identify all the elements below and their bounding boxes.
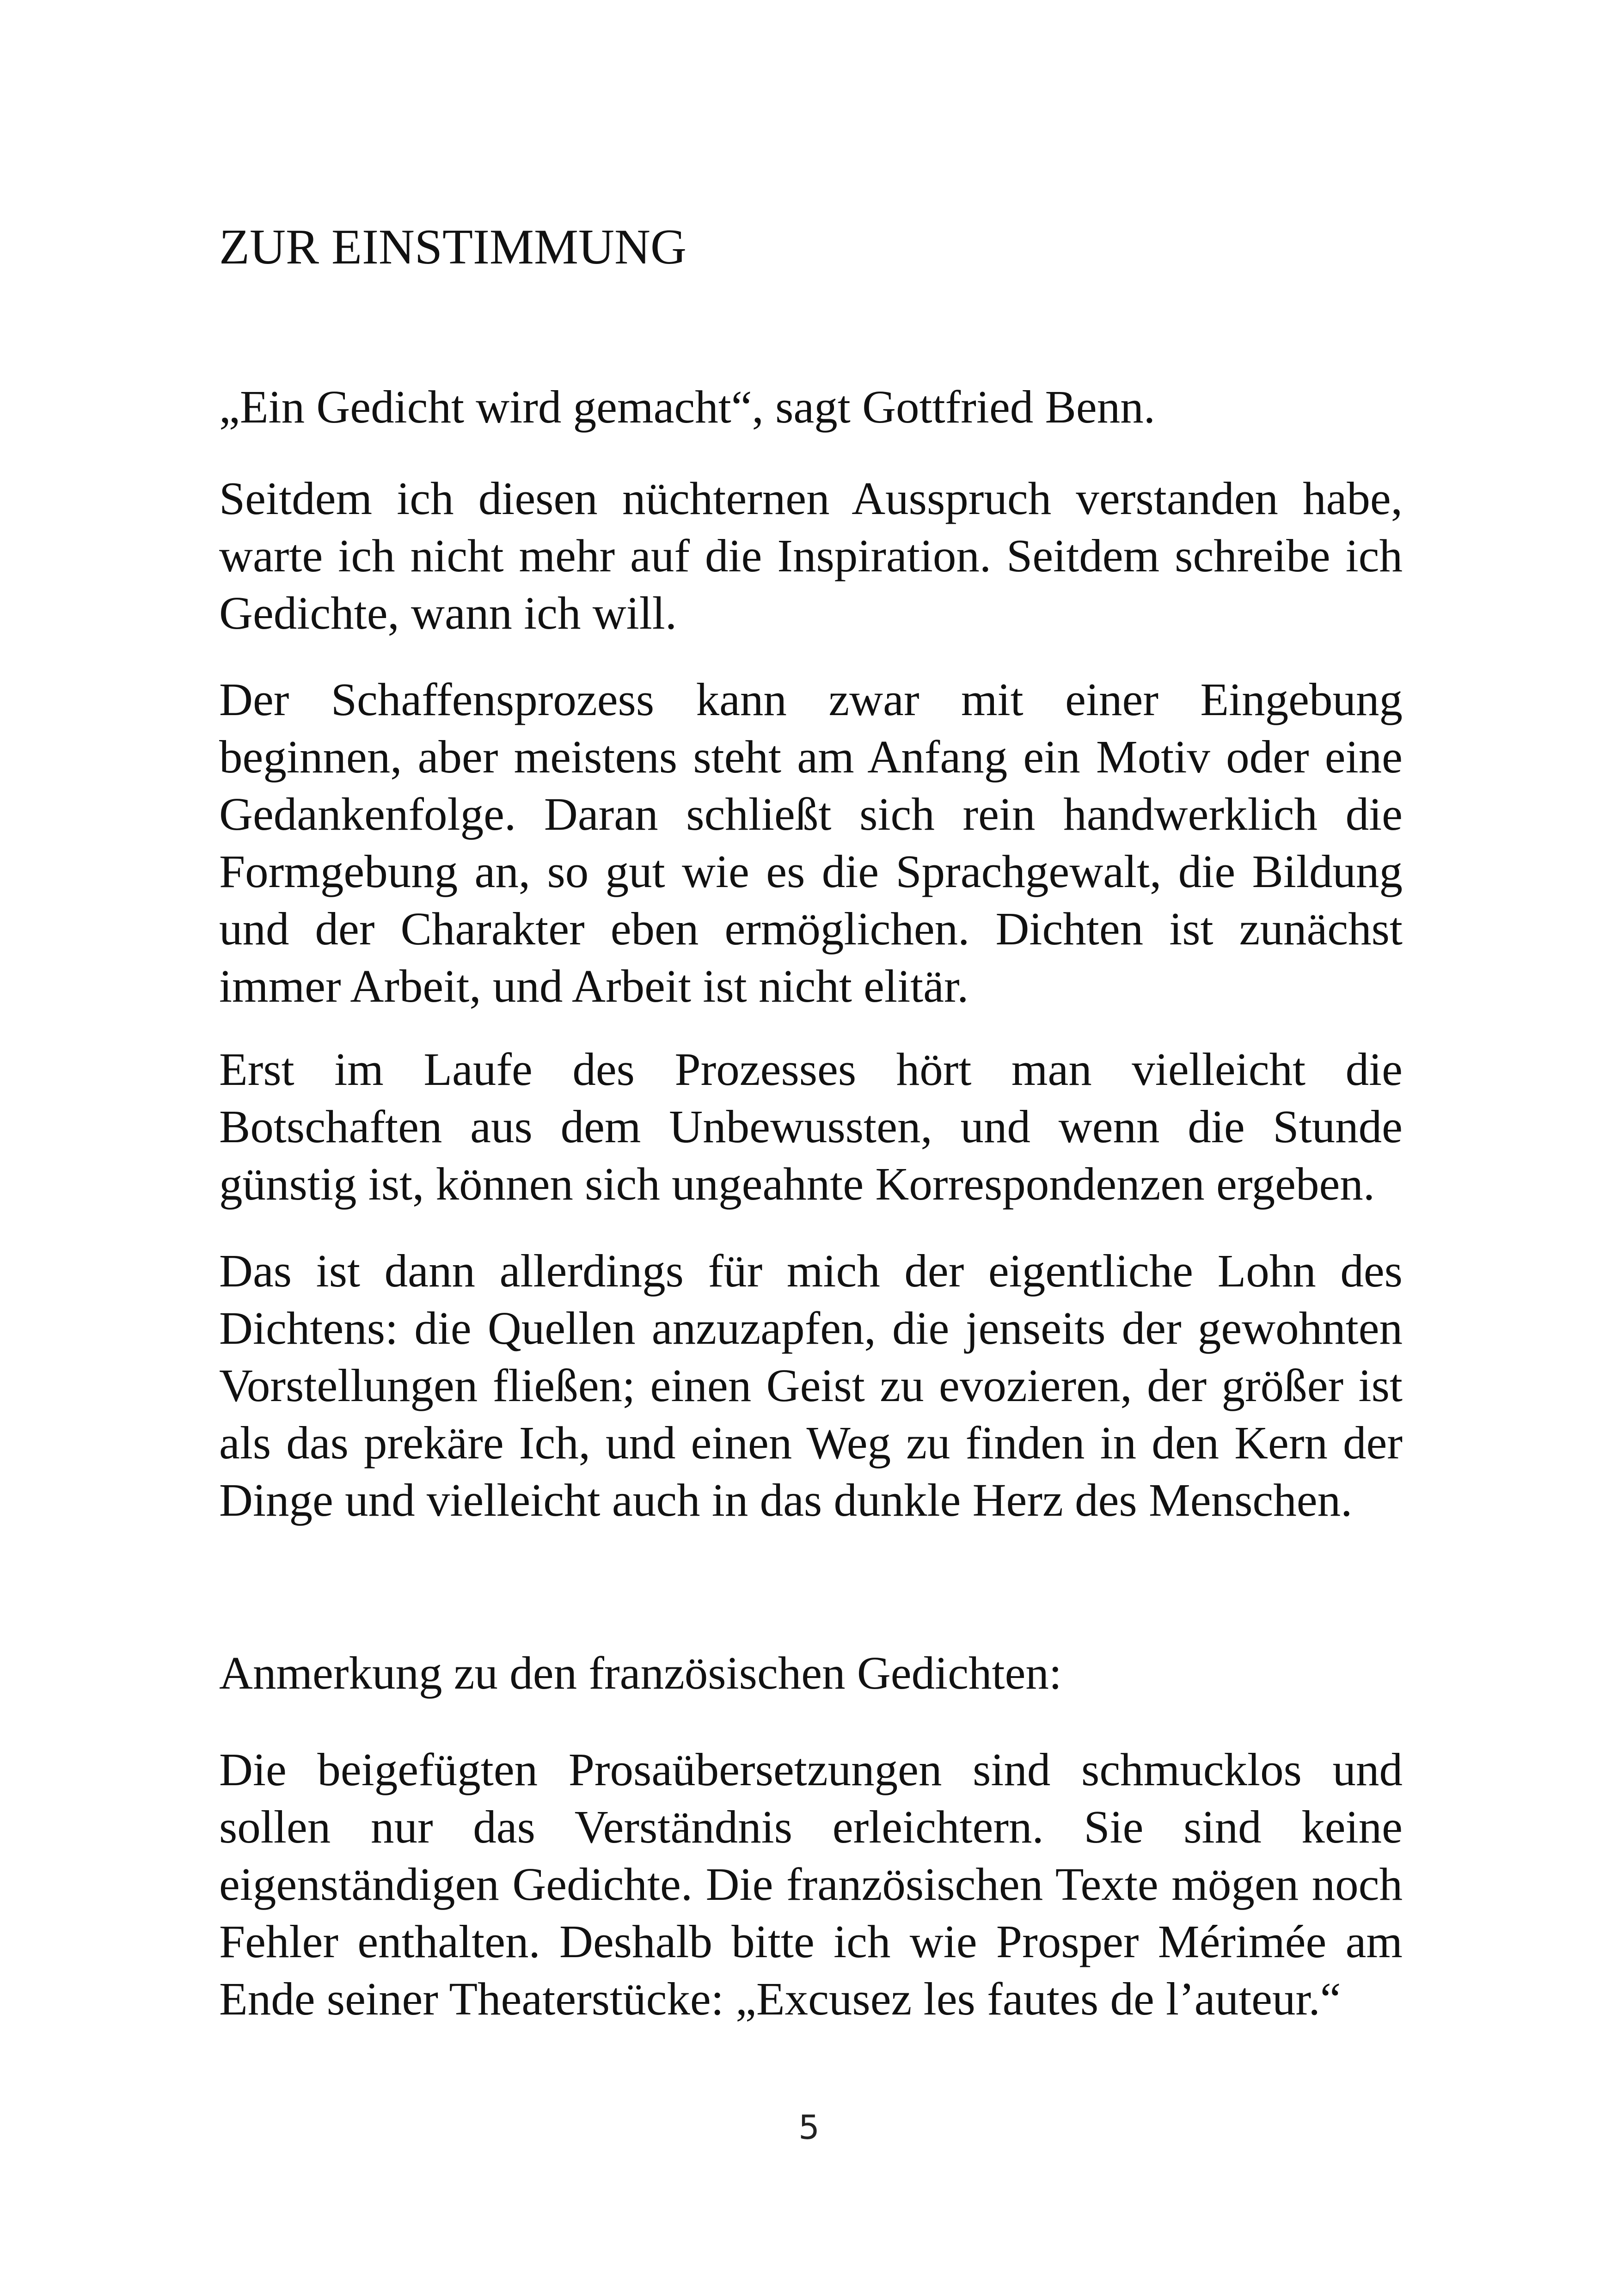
paragraph-reward: Das ist dann allerdings für mich der eigentliche Lohn des Dichtens: die Quellen anzuzapfen, die jenseits der gewohnten Vorstellungen fließen; einen Geist zu evozieren, der größer ist als das prekäre Ich, und einen Weg zu finden in den Kern der Dinge und vielleicht auch in das dunkle Herz des Menschen.	[219, 1245, 1403, 1526]
paragraph-inspiration: Seitdem ich diesen nüchternen Ausspruch verstanden habe, warte ich nicht mehr auf die Inspiration. Seitdem schreibe ich Gedichte, wann ich will.	[219, 472, 1403, 639]
benn-quote-paragraph: „Ein Gedicht wird gemacht“, sagt Gottfried Benn.	[219, 381, 1155, 433]
chapter-heading: ZUR EINSTIMMUNG	[219, 220, 686, 275]
page-number: 5	[798, 2108, 820, 2147]
paragraph-translation-note: Die beigefügten Prosaübersetzungen sind schmucklos und sollen nur das Verständnis erleichtern. Sie sind keine eigenständigen Gedichte. Die französischen Texte mögen noch Fehler enthalten. Deshalb bitte ich wie Prosper Mérimée am Ende seiner Theaterstücke: „Excusez les fautes de l’auteur.“	[219, 1744, 1403, 2025]
paragraph-unconscious: Erst im Laufe des Prozesses hört man vielleicht die Botschaften aus dem Unbewussten, und wenn die Stunde günstig ist, können sich ungeahnte Korrespondenzen ergeben.	[219, 1043, 1403, 1210]
paragraph-creative-process: Der Schaffensprozess kann zwar mit einer Eingebung beginnen, aber meistens steht am Anfang ein Motiv oder eine Gedankenfolge. Daran schließt sich rein handwerklich die Formgebung an, so gut wie es die Sprachgewalt, die Bildung und der Charakter eben ermöglichen. Dichten ist zunächst immer Arbeit, und Arbeit ist nicht elitär.	[219, 673, 1403, 1012]
note-title: Anmerkung zu den französischen Gedichten:	[219, 1647, 1062, 1699]
